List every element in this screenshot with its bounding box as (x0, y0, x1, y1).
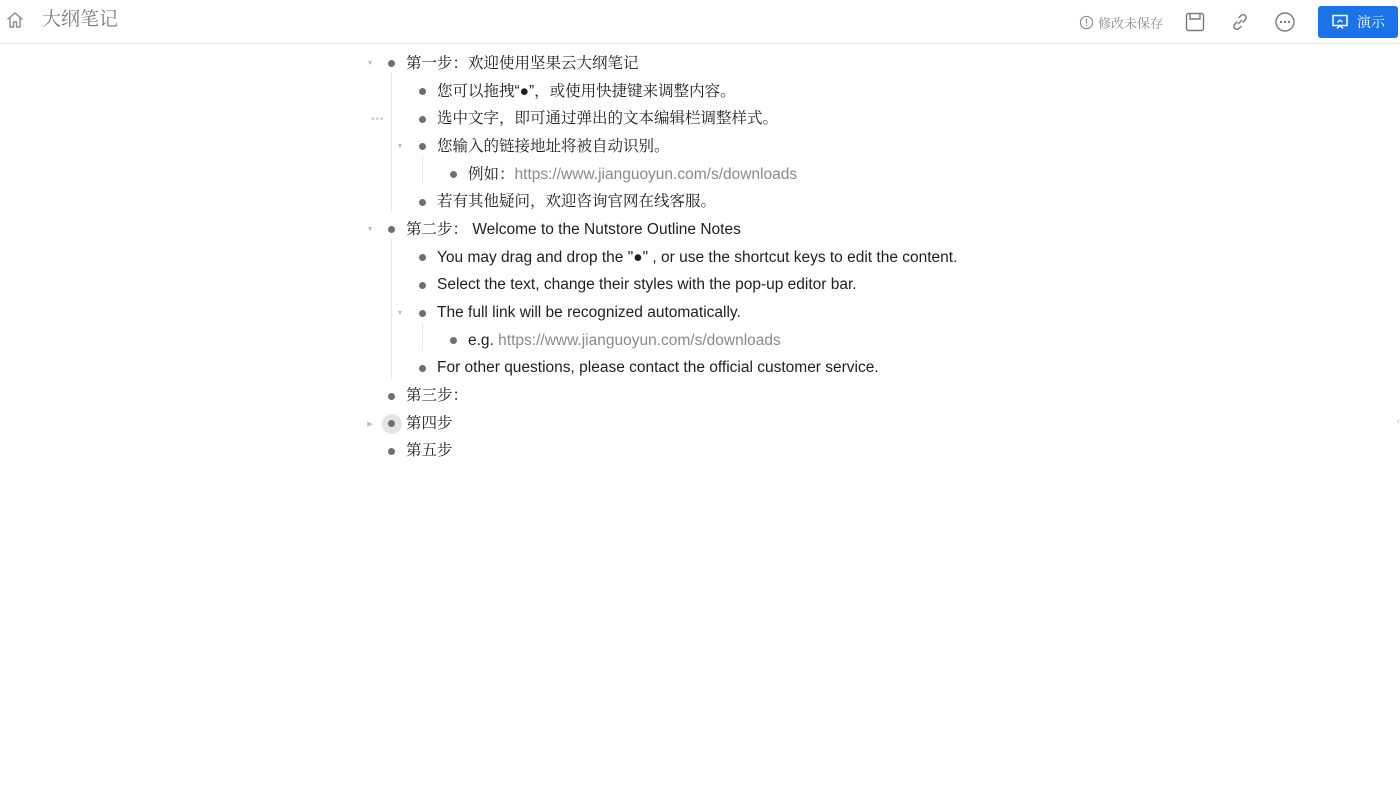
collapse-arrow-icon[interactable]: ▼ (396, 143, 404, 151)
list-item[interactable] (360, 299, 1260, 327)
drag-handle-icon[interactable]: ••• (371, 113, 385, 125)
bullet-dot[interactable] (419, 143, 426, 150)
list-item[interactable] (360, 50, 1260, 78)
collapse-arrow-icon[interactable]: ▼ (366, 226, 374, 234)
save-status (1079, 13, 1163, 32)
outline-editor (360, 50, 1260, 465)
present-button[interactable] (1318, 6, 1398, 38)
list-item[interactable] (360, 188, 1260, 216)
bullet-dot[interactable] (388, 393, 395, 400)
item-text[interactable]: 第四步 (406, 414, 453, 432)
warning-circle-icon (1079, 15, 1094, 30)
item-text[interactable]: The full link will be recognized automatically. (437, 304, 741, 322)
collapse-arrow-icon[interactable]: ▼ (396, 309, 404, 317)
list-item[interactable] (360, 355, 1260, 383)
item-text[interactable]: 第五步 (406, 442, 453, 460)
bullet-dot[interactable] (419, 254, 426, 261)
link-icon[interactable] (1228, 10, 1252, 34)
list-item[interactable] (360, 272, 1260, 300)
item-text[interactable]: 第一步：欢迎使用坚果云大纲笔记 (406, 54, 639, 72)
more-options-icon[interactable] (1273, 10, 1297, 34)
list-item[interactable] (360, 244, 1260, 272)
list-item[interactable] (360, 78, 1260, 106)
toolbar (1079, 0, 1400, 44)
list-item[interactable] (360, 410, 1260, 438)
save-status-text: 修改未保存 (1097, 15, 1163, 31)
bullet-dot[interactable] (419, 88, 426, 95)
list-item[interactable] (360, 133, 1260, 161)
bullet-dot[interactable] (419, 199, 426, 206)
collapse-arrow-icon[interactable]: ▼ (366, 60, 374, 68)
auto-link[interactable]: https://www.jianguoyun.com/s/downloads (514, 165, 798, 183)
bullet-dot[interactable] (419, 365, 426, 372)
side-panel-toggle-icon[interactable]: ‹ (1396, 416, 1400, 427)
item-text[interactable]: 您输入的链接地址将被自动识别。 (437, 137, 670, 155)
expand-arrow-icon[interactable]: ▶ (367, 420, 373, 428)
list-item[interactable] (360, 105, 1260, 133)
document-title[interactable]: 大纲笔记 (42, 9, 119, 30)
present-button-label: 演示 (1357, 14, 1385, 30)
item-text[interactable]: 第二步： Welcome to the Nutstore Outline Notes (406, 220, 741, 238)
item-text[interactable]: e.g. https://www.jianguoyun.com/s/downloads (468, 331, 781, 349)
top-bar (0, 0, 1400, 44)
home-icon[interactable] (4, 9, 26, 31)
list-item[interactable] (360, 216, 1260, 244)
item-text[interactable]: 若有其他疑问，欢迎咨询官网在线客服。 (437, 193, 717, 211)
list-item[interactable] (360, 382, 1260, 410)
item-text[interactable]: You may drag and drop the "●" , or use the shortcut keys to edit the content. (437, 248, 958, 266)
bullet-dot[interactable] (388, 60, 395, 67)
item-text[interactable]: 例如：https://www.jianguoyun.com/s/downloads (468, 165, 798, 183)
bullet-dot[interactable] (388, 226, 395, 233)
bullet-dot[interactable] (388, 448, 395, 455)
item-text[interactable]: 您可以拖拽“●”，或使用快捷键来调整内容。 (437, 82, 736, 100)
list-item[interactable] (360, 327, 1260, 355)
item-text[interactable]: For other questions, please contact the official customer service. (437, 359, 879, 377)
presentation-icon (1331, 13, 1349, 31)
item-text[interactable]: Select the text, change their styles with the pop-up editor bar. (437, 276, 857, 294)
list-item[interactable] (360, 161, 1260, 189)
save-icon[interactable] (1183, 10, 1207, 34)
bullet-dot[interactable] (419, 116, 426, 123)
item-text[interactable]: 选中文字，即可通过弹出的文本编辑栏调整样式。 (437, 110, 779, 128)
auto-link[interactable]: https://www.jianguoyun.com/s/downloads (498, 331, 781, 349)
bullet-dot[interactable] (450, 337, 457, 344)
list-item[interactable] (360, 438, 1260, 466)
item-text[interactable]: 第三步： (406, 387, 469, 405)
bullet-dot[interactable] (450, 171, 457, 178)
bullet-dot[interactable] (419, 282, 426, 289)
bullet-dot[interactable] (419, 310, 426, 317)
